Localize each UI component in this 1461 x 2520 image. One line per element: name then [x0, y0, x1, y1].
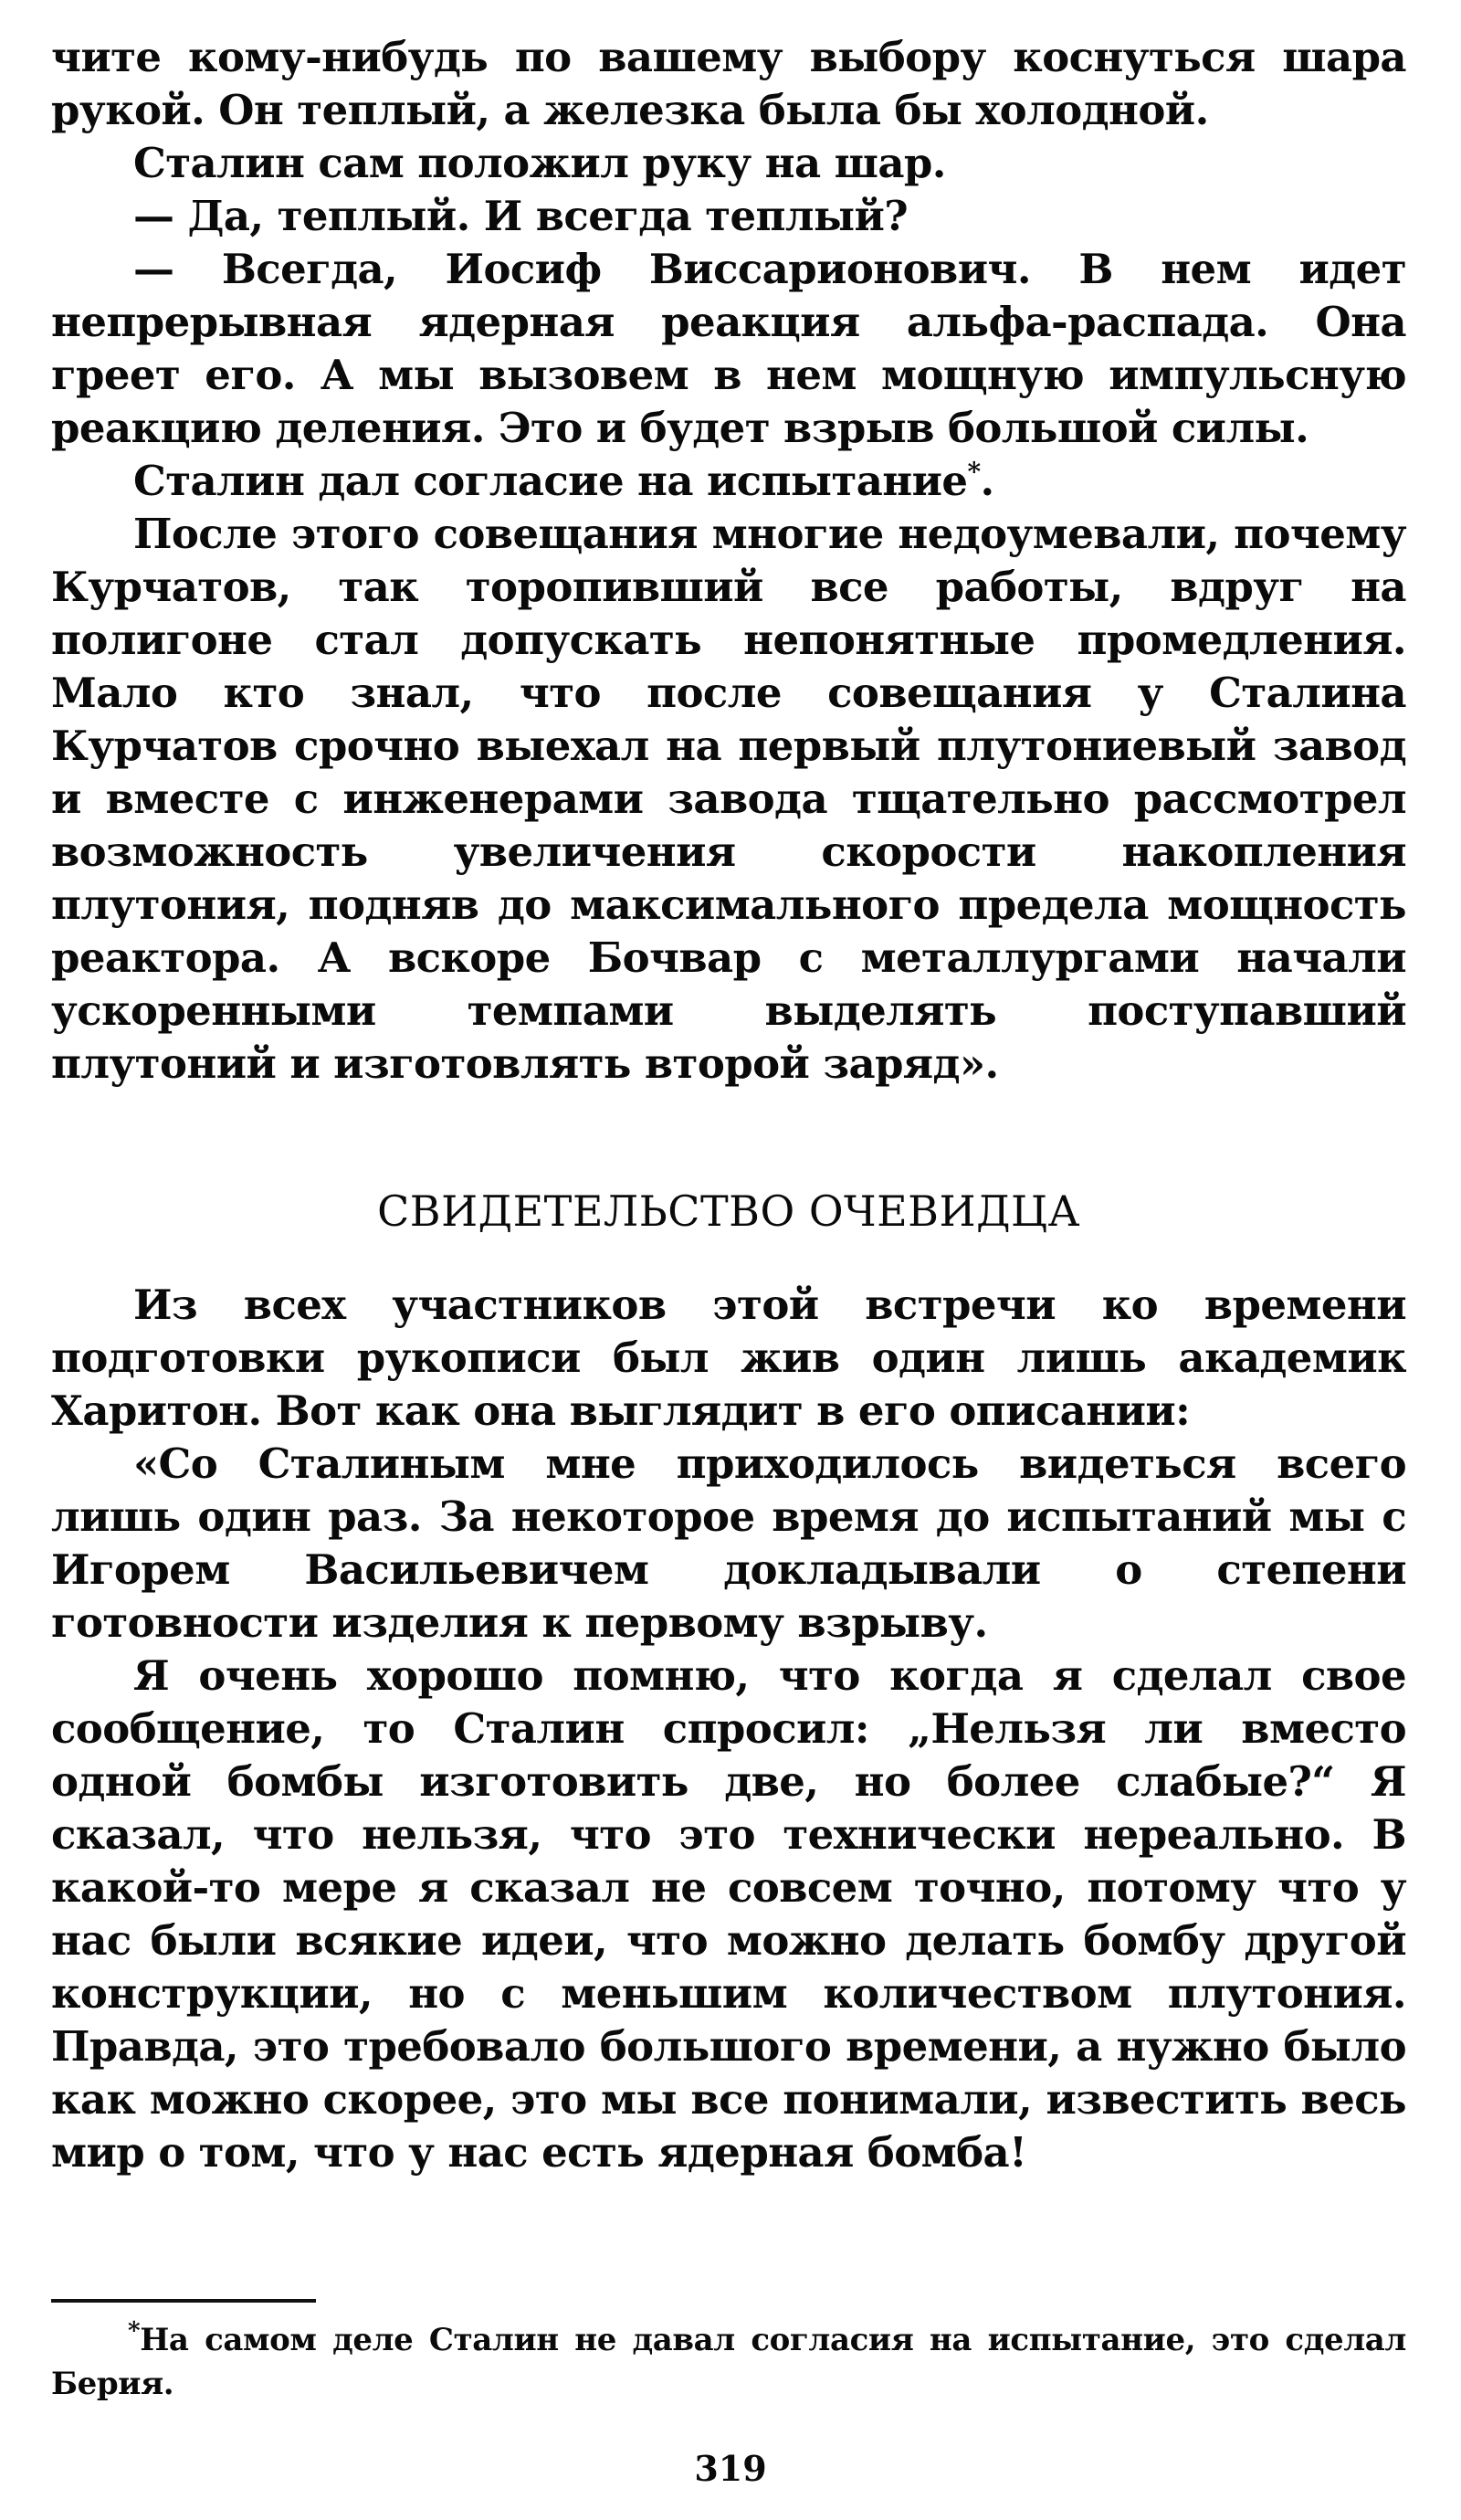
footnote [51, 2318, 1406, 2406]
paragraph-text: Сталин дал согласие на испытание [133, 457, 968, 505]
paragraph: Из всех участников этой встречи ко времени подготовки рукописи был жив один лишь академик Харитон. Вот как она выглядит в его описании: [51, 1281, 1406, 1435]
paragraph: — Да, теплый. И всегда теплый? [133, 192, 909, 240]
footnote-marker: * [128, 2317, 141, 2346]
footnote-reference: * [967, 457, 981, 487]
paragraph: Сталин сам положил руку на шар. [133, 139, 946, 187]
paragraph: После этого совещания многие недоумевали, почему Курчатов, так торопивший все работы, вдруг на полигоне стал допускать непонятные промедления. Мало кто знал, что после совещания у Сталина Курчатов срочно выехал на первый плутониевый завод и вместе с инженерами завода тщательно рассмотрел возможность увеличения скорости накопления плутония, подняв до максимального предела мощность реактора. А вскоре Бочвар с металлургами начали ускоренными темпами выделять поступавший плутоний и изготовлять второй заряд». [51, 510, 1406, 1088]
paragraph-end: . [980, 457, 994, 505]
body-text-bottom [51, 1279, 1406, 2179]
paragraph: чите кому-нибудь по вашему выбору коснуться шара рукой. Он теплый, а железка была бы холодной. [51, 33, 1406, 134]
body-text-top [51, 31, 1406, 1091]
paragraph: «Со Сталиным мне приходилось видеться всего лишь один раз. За некоторое время до испытаний мы с Игорем Васильевичем докладывали о степени готовности изделия к первому взрыву. [51, 1439, 1406, 1647]
footnote-text: На самом деле Сталин не давал согласия на испытание, это сделал Берия. [51, 2322, 1406, 2402]
paragraph-with-footnote [51, 455, 1406, 508]
section-heading: СВИДЕТЕЛЬСТВО ОЧЕВИДЦА [377, 1186, 1080, 1236]
footnote-divider [51, 2299, 316, 2303]
paragraph: — Всегда, Иосиф Виссарионович. В нем идет непрерывная ядерная реакция альфа-распада. Она греет его. А мы вызовем в нем мощную импульсную реакцию деления. Это и будет взрыв большой силы. [51, 245, 1406, 452]
paragraph: Я очень хорошо помню, что когда я сделал свое сообщение, то Сталин спросил: „Нельзя ли вместо одной бомбы изготовить две, но более слабые?“ Я сказал, что нельзя, что это технически нереально. В какой-то мере я сказал не совсем точно, потому что у нас были всякие идеи, что можно делать бомбу другой конструкции, но с меньшим количеством плутония. Правда, это требовало большого времени, а нужно было как можно скорее, это мы все понимали, известить весь мир о том, что у нас есть ядерная бомба! [51, 1651, 1406, 2177]
page-number: 319 [694, 2448, 767, 2489]
